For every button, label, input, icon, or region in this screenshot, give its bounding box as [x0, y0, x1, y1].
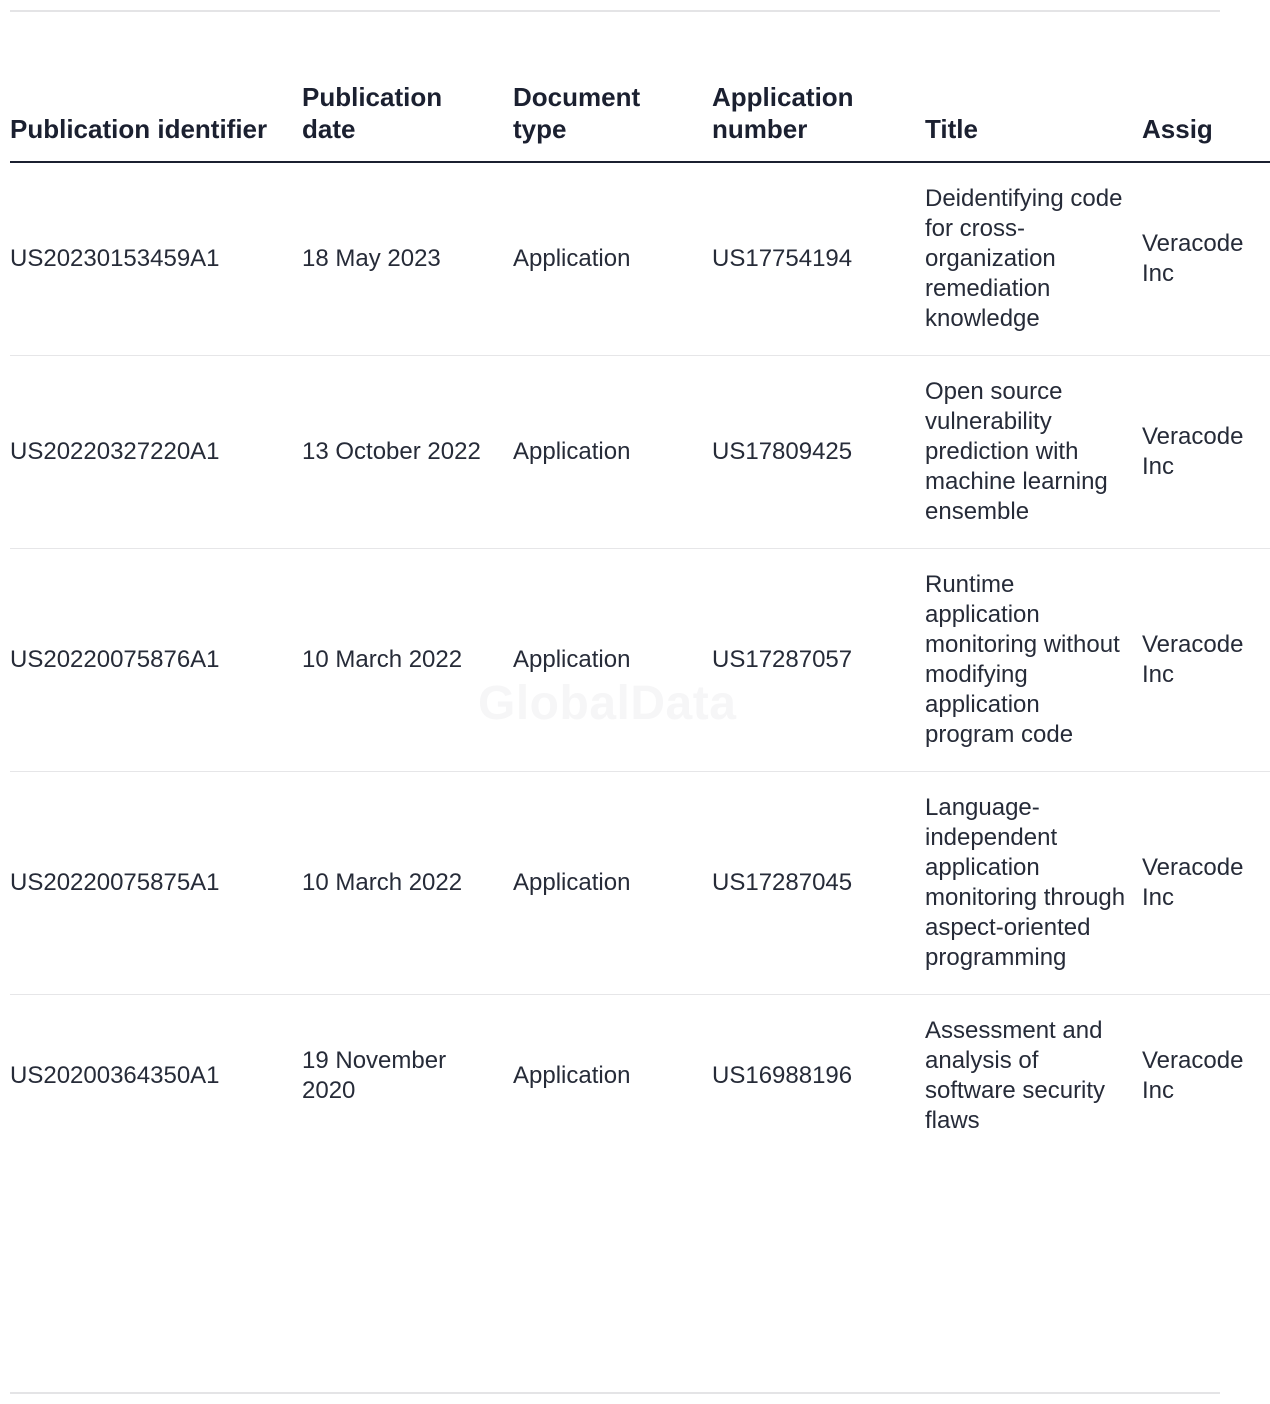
table-row — [10, 772, 1270, 995]
header-publication-identifier: Publication identifier — [10, 81, 302, 162]
table-row — [10, 549, 1270, 772]
header-document-type: Document type — [513, 81, 712, 162]
cell-application-number: US17287045 — [712, 772, 925, 995]
cell-publication-identifier: US20230153459A1 — [10, 162, 302, 356]
cell-publication-date: 10 March 2022 — [302, 549, 513, 772]
header-title: Title — [925, 81, 1142, 162]
cell-publication-identifier: US20220075876A1 — [10, 549, 302, 772]
table-row — [10, 162, 1270, 356]
watermark-logo: GlobalData — [478, 677, 737, 730]
cell-publication-identifier: US20220075875A1 — [10, 772, 302, 995]
cell-document-type: Application — [513, 772, 712, 995]
cell-assignee: Veracode Inc — [1142, 1047, 1244, 1104]
cell-document-type: Application — [513, 162, 712, 356]
cell-assignee: Veracode Inc — [1142, 356, 1270, 549]
cell-application-number: US17754194 — [712, 162, 925, 356]
cell-title: Deidentifying code for cross-organization remediation knowledge — [925, 162, 1142, 356]
bottom-divider — [10, 1392, 1220, 1394]
table-row — [10, 995, 1270, 1158]
cell-publication-identifier: US20200364350A1 — [10, 1062, 220, 1089]
cell-assignee: Veracode Inc — [1142, 162, 1270, 356]
cell-title: Language-independent application monitoring through aspect-oriented programming — [925, 772, 1142, 995]
cell-publication-date: 13 October 2022 — [302, 356, 513, 549]
cell-document-type: Application — [513, 1062, 631, 1089]
cell-assignee: Veracode Inc — [1142, 549, 1270, 772]
cell-publication-date: 18 May 2023 — [302, 162, 513, 356]
header-row — [10, 81, 1270, 162]
table-header — [10, 81, 1270, 162]
cell-application-number: US17287057 — [712, 549, 925, 772]
header-publication-date: Publication date — [302, 81, 513, 162]
table-row — [10, 356, 1270, 549]
cell-title: Runtime application monitoring without modifying application program code — [925, 549, 1142, 772]
cell-publication-date: 10 March 2022 — [302, 772, 513, 995]
cell-publication-identifier: US20220327220A1 — [10, 356, 302, 549]
cell-assignee: Veracode Inc — [1142, 772, 1270, 995]
header-assignee: Assig — [1142, 81, 1270, 162]
header-application-number: Application number — [712, 81, 925, 162]
cell-document-type: Application — [513, 356, 712, 549]
cell-document-type: Application — [513, 549, 712, 772]
cell-application-number: US17809425 — [712, 356, 925, 549]
cell-application-number: US16988196 — [712, 1062, 853, 1089]
patents-table — [10, 81, 1270, 1157]
cell-title: Open source vulnerability prediction with machine learning ensemble — [925, 356, 1142, 549]
table-body — [10, 162, 1270, 1157]
cell-publication-date: 19 November 2020 — [302, 1047, 447, 1104]
cell-title: Assessment and analysis of software security flaws — [925, 1017, 1106, 1134]
